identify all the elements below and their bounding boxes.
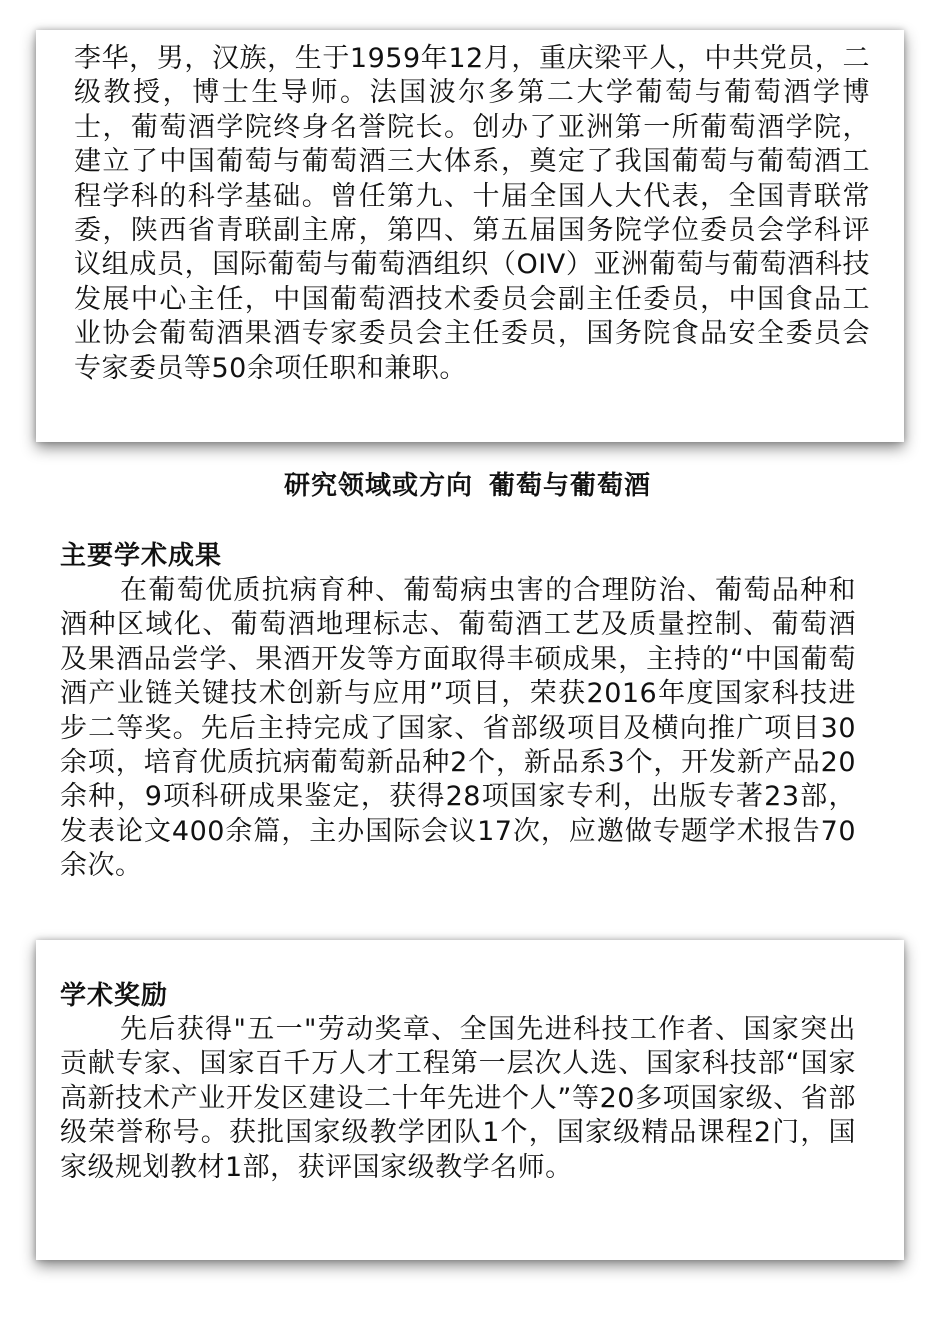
awards-card xyxy=(36,940,904,1260)
awards-paragraph: 先后获得"五一"劳动奖章、全国先进科技工作者、国家突出贡献专家、国家百千万人才工程第一层次人选、国家科技部“国家高新技术产业开发区建设二十年先进个人”等20多项国家级、省部级荣誉称号。获批国家级教学团队1个，国家级精品课程2门，国家级规划教材1部，获评国家级教学名师。 xyxy=(60,1014,856,1183)
research-field-label: 研究领域或方向 xyxy=(283,471,473,501)
research-field-value: 葡萄与葡萄酒 xyxy=(489,471,652,501)
achievements-paragraph: 在葡萄优质抗病育种、葡萄病虫害的合理防治、葡萄品种和酒种区域化、葡萄酒地理标志、葡萄酒工艺及质量控制、葡萄酒及果酒品尝学、果酒开发等方面取得丰硕成果，主持的“中国葡萄酒产业链关键技术创新与应用”项目，荣获2016年度国家科技进步二等奖。先后主持完成了国家、省部级项目及横向推广项目30余项，培育优质抗病葡萄新品种2个，新品系3个，开发新产品20余种，9项科研成果鉴定，获得28项国家专利，出版专著23部，发表论文400余篇，主办国际会议17次，应邀做专题学术报告70余次。 xyxy=(60,575,856,882)
achievements-heading: 主要学术成果 xyxy=(60,541,223,571)
bio-card xyxy=(36,30,904,442)
research-field-line xyxy=(0,466,935,506)
awards-heading: 学术奖励 xyxy=(60,981,169,1011)
bio-paragraph: 李华，男，汉族，生于1959年12月，重庆梁平人，中共党员，二级教授，博士生导师。法国波尔多第二大学葡萄与葡萄酒学博士，葡萄酒学院终身名誉院长。创办了亚洲第一所葡萄酒学院，建立了中国葡萄与葡萄酒三大体系，奠定了我国葡萄与葡萄酒工程学科的科学基础。曾任第九、十届全国人大代表，全国青联常委，陕西省青联副主席，第四、第五届国务院学位委员会学科评议组成员，国际葡萄与葡萄酒组织（OIV）亚洲葡萄与葡萄酒科技发展中心主任，中国葡萄酒技术委员会副主任委员，中国食品工业协会葡萄酒果酒专家委员会主任委员，国务院食品安全委员会专家委员等50余项任职和兼职。 xyxy=(74,43,870,384)
